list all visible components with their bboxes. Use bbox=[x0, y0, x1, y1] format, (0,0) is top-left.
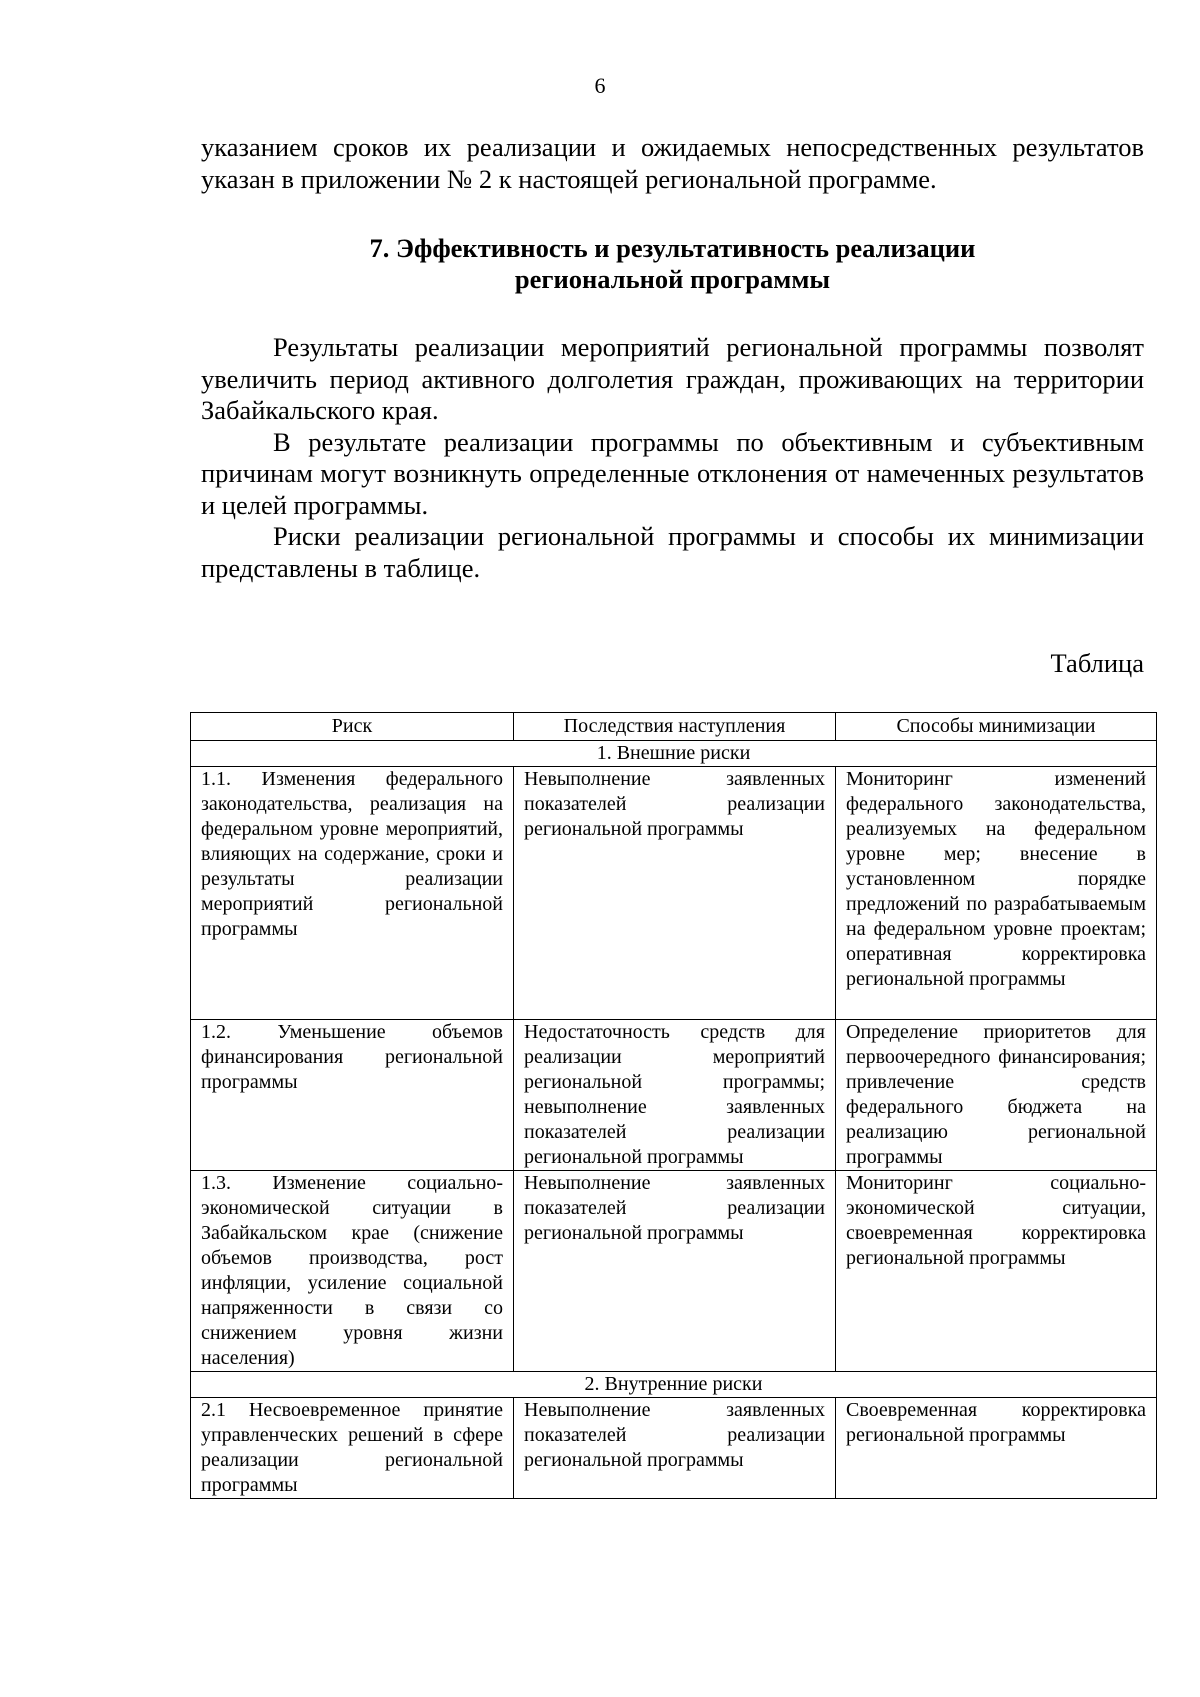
table-caption: Таблица bbox=[1050, 648, 1144, 678]
header-mitigation: Способы минимизации bbox=[836, 713, 1157, 741]
section-heading-line-2: региональной программы bbox=[514, 264, 831, 294]
lead-paragraph: указанием сроков их реализации и ожидаемых непосредственных результатов указан в приложении № 2 к настоящей региональной программе. bbox=[201, 132, 1144, 194]
paragraph-risks-intro: Риски реализации региональной программы и способы их минимизации представлены в таблице. bbox=[201, 521, 1144, 583]
mitigation-cell: Мониторинг социально-экономической ситуации, своевременная корректировка региональной программы bbox=[836, 1171, 1157, 1372]
table-header-row bbox=[191, 713, 1157, 741]
section-row-external bbox=[191, 741, 1157, 767]
header-risk: Риск bbox=[191, 713, 514, 741]
section-body bbox=[201, 332, 1144, 584]
consequence-cell: Невыполнение заявленных показателей реализации региональной программы bbox=[514, 1398, 836, 1499]
risk-cell: 1.2. Уменьшение объемов финансирования региональной программы bbox=[191, 1020, 514, 1171]
paragraph-results: Результаты реализации мероприятий региональной программы позволят увеличить период активного долголетия граждан, проживающих на территории Забайкальского края. bbox=[201, 332, 1144, 425]
section-heading-line-1: 7. Эффективность и результативность реализации bbox=[369, 233, 976, 263]
paragraph-deviations: В результате реализации программы по объективным и субъективным причинам могут возникнуть определенные отклонения от намеченных результатов и целей программы. bbox=[201, 426, 1144, 520]
consequence-cell: Недостаточность средств для реализации мероприятий региональной программы; невыполнение заявленных показателей реализации региональной программы bbox=[514, 1020, 836, 1171]
risk-cell: 1.3. Изменение социально-экономической ситуации в Забайкальском крае (снижение объемов производства, рост инфляции, усиление социальной напряженности в связи со снижением уровня жизни населения) bbox=[191, 1171, 514, 1372]
lead-text-block bbox=[201, 132, 1144, 195]
mitigation-cell: Своевременная корректировка региональной программы bbox=[836, 1398, 1157, 1499]
section-row-internal bbox=[191, 1372, 1157, 1398]
table-row bbox=[191, 1020, 1157, 1171]
section-heading bbox=[201, 233, 1144, 295]
section-title-internal: 2. Внутренние риски bbox=[191, 1372, 1157, 1398]
risk-cell: 1.1. Изменения федерального законодательства, реализация на федеральном уровне мероприятий, влияющих на содержание, сроки и результаты реализации мероприятий региональной программы bbox=[191, 767, 514, 1020]
section-title-external: 1. Внешние риски bbox=[191, 741, 1157, 767]
risks-table bbox=[190, 712, 1157, 1499]
page-number: 6 bbox=[594, 73, 606, 98]
risk-cell: 2.1 Несвоевременное принятие управленческих решений в сфере реализации региональной программы bbox=[191, 1398, 514, 1499]
header-consequence: Последствия наступления bbox=[514, 713, 836, 741]
consequence-cell: Невыполнение заявленных показателей реализации региональной программы bbox=[514, 1171, 836, 1372]
table-row bbox=[191, 1171, 1157, 1372]
table-row bbox=[191, 767, 1157, 1020]
table-row bbox=[191, 1398, 1157, 1499]
mitigation-cell: Определение приоритетов для первоочередного финансирования; привлечение средств федерального бюджета на реализацию региональной программы bbox=[836, 1020, 1157, 1171]
consequence-cell: Невыполнение заявленных показателей реализации региональной программы bbox=[514, 767, 836, 1020]
mitigation-cell: Мониторинг изменений федерального законодательства, реализуемых на федеральном уровне мер; внесение в установленном порядке предложений по разрабатываемым на федеральном уровне проектам; оперативная корректировка региональной программы bbox=[836, 767, 1157, 1020]
